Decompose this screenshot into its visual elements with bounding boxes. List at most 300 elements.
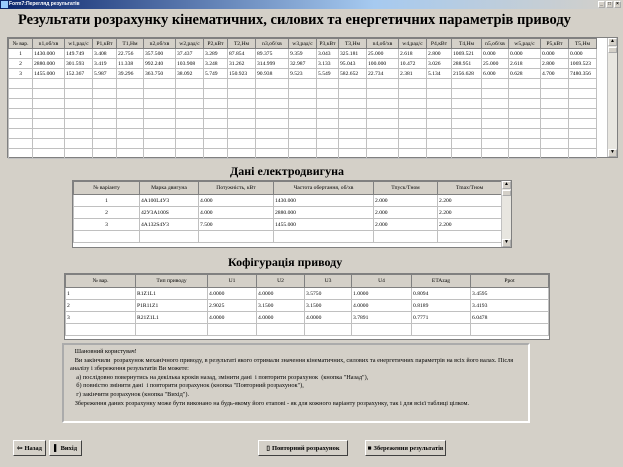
empty-cell xyxy=(569,89,597,99)
empty-cell xyxy=(136,324,208,336)
empty-cell xyxy=(256,89,289,99)
table-cell: 2.200 xyxy=(438,207,502,219)
empty-cell xyxy=(509,79,541,89)
table-cell: 4.0000 xyxy=(257,312,305,324)
save-results-button[interactable]: ■ Збереження результатів xyxy=(365,440,446,456)
scroll-down-icon[interactable]: ▼ xyxy=(502,239,511,247)
column-header[interactable]: № вар. xyxy=(66,275,136,288)
empty-cell xyxy=(256,149,289,159)
empty-cell xyxy=(93,89,117,99)
exit-button[interactable]: ▌ Вихід xyxy=(49,440,82,456)
empty-cell xyxy=(176,149,204,159)
empty-cell xyxy=(317,79,339,89)
column-header[interactable]: P3,кВт xyxy=(317,39,339,49)
empty-cell xyxy=(367,149,399,159)
empty-cell xyxy=(204,119,228,129)
table-cell: 31.262 xyxy=(228,59,256,69)
empty-cell xyxy=(204,99,228,109)
empty-row[interactable] xyxy=(74,231,502,243)
empty-cell xyxy=(274,231,374,243)
table-cell: 2.800 xyxy=(427,49,452,59)
empty-cell xyxy=(204,109,228,119)
empty-cell xyxy=(33,89,65,99)
empty-cell xyxy=(541,139,569,149)
memo-line: Шановний користувач! xyxy=(70,348,137,355)
empty-cell xyxy=(66,324,136,336)
maximize-button[interactable]: □ xyxy=(607,1,612,7)
column-header[interactable]: Потужність, кВт xyxy=(199,182,274,195)
column-header[interactable]: P2,кВт xyxy=(204,39,228,49)
empty-cell xyxy=(482,129,509,139)
empty-cell xyxy=(569,129,597,139)
empty-cell xyxy=(93,129,117,139)
empty-cell xyxy=(65,149,93,159)
empty-cell xyxy=(399,139,427,149)
empty-cell xyxy=(367,79,399,89)
empty-cell xyxy=(289,119,317,129)
back-button[interactable]: ⇦ Назад xyxy=(13,440,46,456)
table-cell: 1.0000 xyxy=(352,288,412,300)
column-header[interactable]: n5,об/хв xyxy=(482,39,509,49)
empty-cell xyxy=(256,79,289,89)
empty-cell xyxy=(509,149,541,159)
table-cell: 4.000 xyxy=(199,195,274,207)
empty-cell xyxy=(9,89,33,99)
empty-row[interactable] xyxy=(9,89,597,99)
column-header[interactable]: w1,рад/с xyxy=(65,39,93,49)
column-header[interactable]: w4,рад/с xyxy=(399,39,427,49)
table-row[interactable] xyxy=(66,312,549,324)
table-cell: 301.593 xyxy=(65,59,93,69)
empty-cell xyxy=(374,231,438,243)
column-header[interactable]: T2,Нм xyxy=(228,39,256,49)
empty-cell xyxy=(427,149,452,159)
empty-cell xyxy=(9,129,33,139)
motor-title: Дані електродвигуна xyxy=(230,164,344,178)
column-header[interactable]: n1,об/хв xyxy=(33,39,65,49)
config-grid[interactable] xyxy=(64,273,550,340)
empty-cell xyxy=(9,109,33,119)
calculator-icon: ▯ xyxy=(266,445,270,452)
column-header[interactable]: Ppot xyxy=(471,275,549,288)
empty-row[interactable] xyxy=(9,79,597,89)
empty-cell xyxy=(256,99,289,109)
table-cell: 3.408 xyxy=(93,49,117,59)
empty-cell xyxy=(569,99,597,109)
memo-line: г) закінчити розрахунок (кнопка "Вихід"). xyxy=(70,390,190,398)
empty-cell xyxy=(204,139,228,149)
column-header[interactable]: № варіанту xyxy=(74,182,140,195)
table-cell: 7.500 xyxy=(199,219,274,231)
empty-cell xyxy=(471,324,549,336)
table-cell: 3.026 xyxy=(427,59,452,69)
table-cell: 3.1500 xyxy=(257,300,305,312)
table-cell: 2.000 xyxy=(374,219,438,231)
empty-cell xyxy=(228,99,256,109)
scrollbar[interactable] xyxy=(607,38,617,157)
column-header[interactable]: T4,Нм xyxy=(452,39,482,49)
empty-cell xyxy=(399,99,427,109)
table-cell: 1455.000 xyxy=(33,69,65,79)
table-cell: P1R11Z1 xyxy=(136,300,208,312)
empty-cell xyxy=(144,129,176,139)
table-cell: 25.000 xyxy=(482,59,509,69)
empty-cell xyxy=(339,139,367,149)
empty-cell xyxy=(117,99,144,109)
table-cell: 3.289 xyxy=(204,49,228,59)
empty-cell xyxy=(93,119,117,129)
empty-cell xyxy=(65,129,93,139)
table-cell: 0.000 xyxy=(482,49,509,59)
empty-cell xyxy=(144,109,176,119)
empty-cell xyxy=(65,79,93,89)
empty-cell xyxy=(33,119,65,129)
empty-cell xyxy=(176,109,204,119)
empty-cell xyxy=(509,89,541,99)
empty-cell xyxy=(289,99,317,109)
table-cell: 4.0000 xyxy=(352,300,412,312)
empty-cell xyxy=(452,89,482,99)
column-header[interactable]: U2 xyxy=(257,275,305,288)
empty-cell xyxy=(317,129,339,139)
table-cell: 3.7891 xyxy=(352,312,412,324)
column-header[interactable]: n2,об/хв xyxy=(144,39,176,49)
column-header[interactable]: U4 xyxy=(352,275,412,288)
empty-row[interactable] xyxy=(9,109,597,119)
column-header[interactable]: Тип приводу xyxy=(136,275,208,288)
empty-cell xyxy=(33,109,65,119)
table-cell: 6.000 xyxy=(482,69,509,79)
empty-cell xyxy=(289,89,317,99)
empty-row[interactable] xyxy=(9,139,597,149)
table-cell: 100.000 xyxy=(367,59,399,69)
close-button[interactable]: × xyxy=(614,1,621,8)
empty-cell xyxy=(256,139,289,149)
table-cell: 3.043 xyxy=(317,49,339,59)
table-row[interactable] xyxy=(66,300,549,312)
column-header[interactable]: U3 xyxy=(305,275,352,288)
empty-cell xyxy=(427,109,452,119)
table-cell: 2880.000 xyxy=(33,59,65,69)
column-header[interactable]: ETAzag xyxy=(412,275,471,288)
empty-cell xyxy=(452,149,482,159)
column-header[interactable]: w5,рад/с xyxy=(509,39,541,49)
table-cell: 4.0000 xyxy=(305,312,352,324)
empty-cell xyxy=(33,79,65,89)
table-cell: R21Z1L1 xyxy=(136,312,208,324)
empty-cell xyxy=(427,119,452,129)
table-cell: 314.999 xyxy=(256,59,289,69)
empty-row[interactable] xyxy=(66,324,549,336)
empty-cell xyxy=(117,119,144,129)
title-bar xyxy=(0,0,623,9)
table-cell: 22.756 xyxy=(117,49,144,59)
empty-cell xyxy=(176,119,204,129)
empty-cell xyxy=(117,109,144,119)
empty-cell xyxy=(117,79,144,89)
empty-cell xyxy=(256,119,289,129)
table-cell: 3.133 xyxy=(317,59,339,69)
table-cell: 38.092 xyxy=(176,69,204,79)
empty-cell xyxy=(367,129,399,139)
table-cell: R1Z1L1 xyxy=(136,288,208,300)
column-header[interactable]: U1 xyxy=(208,275,257,288)
table-cell: 2880.000 xyxy=(274,207,374,219)
table-cell: 1 xyxy=(66,288,136,300)
empty-cell xyxy=(228,139,256,149)
memo-line: Збереження даних розрахунку може бути виконано на будь-якому його етапові - як для кожного варіанту розрахунку, так і для всієї таблиці цілком. xyxy=(70,399,470,407)
column-header[interactable]: T5,Нм xyxy=(569,39,597,49)
scroll-up-icon[interactable]: ▲ xyxy=(502,181,511,189)
empty-cell xyxy=(317,139,339,149)
app-icon xyxy=(1,1,8,8)
table-cell: 2 xyxy=(74,207,140,219)
table-cell: 1430.000 xyxy=(33,49,65,59)
empty-cell xyxy=(569,79,597,89)
empty-cell xyxy=(144,139,176,149)
empty-cell xyxy=(74,231,140,243)
empty-cell xyxy=(541,149,569,159)
table-cell: 7480.356 xyxy=(569,69,597,79)
table-row[interactable] xyxy=(9,49,597,59)
empty-cell xyxy=(569,139,597,149)
table-cell: 2.000 xyxy=(374,207,438,219)
empty-cell xyxy=(427,129,452,139)
empty-cell xyxy=(339,109,367,119)
empty-cell xyxy=(65,109,93,119)
table-cell: 2.200 xyxy=(438,195,502,207)
empty-cell xyxy=(228,109,256,119)
empty-cell xyxy=(228,149,256,159)
empty-cell xyxy=(569,109,597,119)
table-cell: 1430.000 xyxy=(274,195,374,207)
empty-cell xyxy=(9,149,33,159)
empty-cell xyxy=(176,89,204,99)
table-cell: 1069.523 xyxy=(569,59,597,69)
empty-cell xyxy=(204,129,228,139)
memo-line: б) повністю змінити дані і повторити розрахунок (кнопка "Повторний розрахунок"), xyxy=(70,382,304,390)
scroll-down-icon[interactable]: ▼ xyxy=(608,149,617,157)
empty-cell xyxy=(144,99,176,109)
empty-cell xyxy=(9,139,33,149)
door-icon: ▌ xyxy=(53,444,59,452)
column-header[interactable]: Марка двигуна xyxy=(140,182,199,195)
table-cell: 103.908 xyxy=(176,59,204,69)
table-cell: 4A132S4У3 xyxy=(140,219,199,231)
table-cell: 3.4595 xyxy=(471,288,549,300)
info-memo[interactable] xyxy=(62,343,530,423)
column-header[interactable]: n3,об/хв xyxy=(256,39,289,49)
scroll-thumb[interactable] xyxy=(608,47,617,53)
empty-cell xyxy=(509,139,541,149)
table-cell: 149.749 xyxy=(65,49,93,59)
table-row[interactable] xyxy=(66,288,549,300)
empty-cell xyxy=(367,139,399,149)
empty-cell xyxy=(339,89,367,99)
empty-cell xyxy=(339,119,367,129)
table-cell: 1455.000 xyxy=(274,219,374,231)
empty-cell xyxy=(482,119,509,129)
table-cell: 89.375 xyxy=(256,49,289,59)
empty-cell xyxy=(305,324,352,336)
column-header[interactable]: P1,кВт xyxy=(93,39,117,49)
column-header[interactable]: № вар. xyxy=(9,39,33,49)
table-cell: 357.500 xyxy=(144,49,176,59)
empty-cell xyxy=(399,79,427,89)
empty-row[interactable] xyxy=(9,99,597,109)
table-cell: 22.734 xyxy=(367,69,399,79)
memo-line: а) послідовно повернутись на декілька кроків назад, змінити дані і повторити розрахунок (кнопка "Назад"), xyxy=(70,373,369,381)
table-cell: 25.000 xyxy=(367,49,399,59)
table-cell: 2.618 xyxy=(509,59,541,69)
empty-cell xyxy=(452,139,482,149)
table-cell: 0.000 xyxy=(509,49,541,59)
table-cell: 5.549 xyxy=(317,69,339,79)
empty-row[interactable] xyxy=(9,129,597,139)
empty-cell xyxy=(339,129,367,139)
column-header[interactable]: T1,Нм xyxy=(117,39,144,49)
table-cell: 2.9025 xyxy=(208,300,257,312)
scroll-up-icon[interactable]: ▲ xyxy=(608,38,617,46)
table-row[interactable] xyxy=(74,195,502,207)
empty-cell xyxy=(176,129,204,139)
empty-cell xyxy=(317,149,339,159)
empty-cell xyxy=(352,324,412,336)
motor-grid[interactable] xyxy=(72,180,512,248)
results-grid[interactable] xyxy=(7,37,618,158)
empty-cell xyxy=(482,109,509,119)
table-cell: 6.0478 xyxy=(471,312,549,324)
table-cell: 0.7771 xyxy=(412,312,471,324)
table-cell: 2.000 xyxy=(374,195,438,207)
empty-cell xyxy=(317,99,339,109)
column-header[interactable]: T3,Нм xyxy=(339,39,367,49)
table-row[interactable] xyxy=(9,69,597,79)
empty-cell xyxy=(9,99,33,109)
table-cell: 2.200 xyxy=(438,219,502,231)
empty-cell xyxy=(452,99,482,109)
column-header[interactable]: w2,рад/с xyxy=(176,39,204,49)
table-cell: 9.359 xyxy=(289,49,317,59)
empty-cell xyxy=(412,324,471,336)
table-cell: 0.628 xyxy=(509,69,541,79)
table-cell: 3.1500 xyxy=(305,300,352,312)
column-header[interactable]: w3,рад/с xyxy=(289,39,317,49)
empty-cell xyxy=(541,119,569,129)
empty-cell xyxy=(117,89,144,99)
scroll-thumb[interactable] xyxy=(502,190,511,196)
column-header[interactable]: n4,об/хв xyxy=(367,39,399,49)
empty-cell xyxy=(509,109,541,119)
empty-cell xyxy=(569,149,597,159)
empty-cell xyxy=(541,89,569,99)
table-cell: 0.8094 xyxy=(412,288,471,300)
table-cell: 4.700 xyxy=(541,69,569,79)
empty-cell xyxy=(482,89,509,99)
empty-cell xyxy=(509,99,541,109)
table-cell: 582.652 xyxy=(339,69,367,79)
minimize-button[interactable]: _ xyxy=(598,1,605,8)
column-header[interactable]: P4,кВт xyxy=(427,39,452,49)
empty-row[interactable] xyxy=(9,149,597,159)
empty-row[interactable] xyxy=(9,119,597,129)
empty-cell xyxy=(367,109,399,119)
table-cell: 39.296 xyxy=(117,69,144,79)
empty-cell xyxy=(367,99,399,109)
empty-cell xyxy=(256,129,289,139)
table-cell: 42У3A100S xyxy=(140,207,199,219)
table-cell: 3.4193 xyxy=(471,300,549,312)
table-cell: 1 xyxy=(9,49,33,59)
table-row[interactable] xyxy=(74,219,502,231)
empty-cell xyxy=(399,119,427,129)
empty-cell xyxy=(339,149,367,159)
empty-cell xyxy=(482,139,509,149)
table-cell: 9.523 xyxy=(289,69,317,79)
table-cell: 0.8189 xyxy=(412,300,471,312)
empty-cell xyxy=(228,79,256,89)
empty-cell xyxy=(452,79,482,89)
table-cell: 4.0000 xyxy=(257,288,305,300)
empty-cell xyxy=(399,129,427,139)
empty-cell xyxy=(399,109,427,119)
scrollbar[interactable] xyxy=(501,181,511,247)
column-header[interactable]: Тпуск/Тном xyxy=(374,182,438,195)
column-header[interactable]: Частота обертання, об/хв xyxy=(274,182,374,195)
empty-cell xyxy=(257,324,305,336)
table-cell: 2.800 xyxy=(541,59,569,69)
empty-cell xyxy=(65,99,93,109)
repeat-calc-button[interactable]: ▯ Повторний розрахунок xyxy=(258,440,348,456)
table-cell: 2.381 xyxy=(399,69,427,79)
table-cell: 1 xyxy=(74,195,140,207)
window-title: Form7:Перегляд результатів xyxy=(9,1,80,7)
empty-cell xyxy=(144,119,176,129)
empty-cell xyxy=(541,99,569,109)
empty-cell xyxy=(208,324,257,336)
table-cell: 3 xyxy=(74,219,140,231)
empty-cell xyxy=(33,99,65,109)
table-cell: 3 xyxy=(66,312,136,324)
empty-cell xyxy=(33,149,65,159)
empty-cell xyxy=(317,109,339,119)
table-cell: 90.938 xyxy=(256,69,289,79)
back-arrow-icon: ⇦ xyxy=(17,445,23,452)
empty-cell xyxy=(176,99,204,109)
empty-cell xyxy=(144,79,176,89)
floppy-disk-icon: ■ xyxy=(367,444,372,452)
table-cell: 2156.628 xyxy=(452,69,482,79)
column-header[interactable]: P5,кВт xyxy=(541,39,569,49)
empty-cell xyxy=(367,89,399,99)
empty-cell xyxy=(117,129,144,139)
memo-line: Ви закінчили розрахунок механічного приводу, в результаті якого отримали значення кінематичних, силових та енергетичних параметрів на всіх його валах. Після аналізу і збереження результатів Ви можете: xyxy=(70,356,515,373)
table-cell: 2 xyxy=(9,59,33,69)
empty-cell xyxy=(427,99,452,109)
empty-cell xyxy=(399,149,427,159)
table-cell: 2.618 xyxy=(399,49,427,59)
empty-cell xyxy=(427,79,452,89)
empty-cell xyxy=(33,129,65,139)
column-header[interactable]: Тmax/Тном xyxy=(438,182,502,195)
empty-cell xyxy=(176,139,204,149)
table-row[interactable] xyxy=(9,59,597,69)
table-row[interactable] xyxy=(74,207,502,219)
empty-cell xyxy=(65,89,93,99)
table-cell: 1069.521 xyxy=(452,49,482,59)
table-cell: 5.134 xyxy=(427,69,452,79)
page-title: Результати розрахунку кінематичних, силових та енергетичних параметрів приводу xyxy=(18,12,571,28)
